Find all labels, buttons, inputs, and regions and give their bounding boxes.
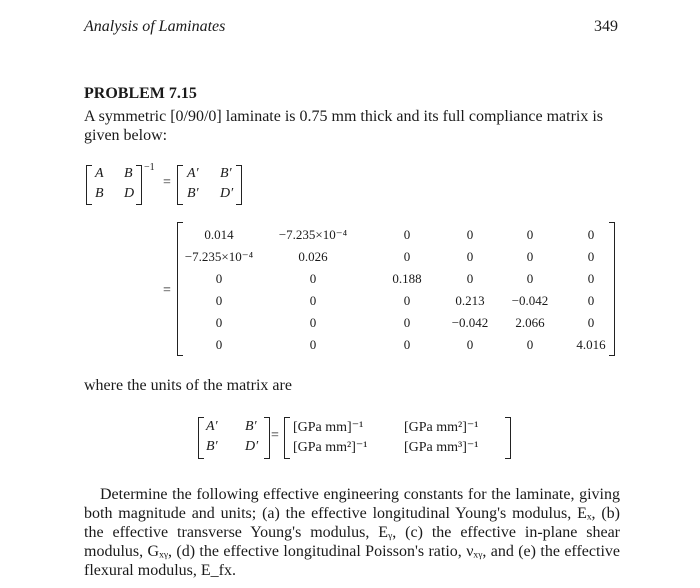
- left-bracket: [177, 165, 183, 205]
- right-bracket: [609, 222, 615, 356]
- left-bracket: [198, 417, 204, 459]
- matrix-entry: 0: [215, 337, 223, 352]
- matrix-entry: 0: [587, 227, 595, 242]
- matrix-symbol: B: [95, 186, 104, 201]
- matrix-entry: −0.042: [451, 315, 489, 330]
- problem-title: PROBLEM 7.15: [84, 85, 197, 102]
- matrix-symbol: A′: [206, 419, 218, 434]
- matrix-entry: 0: [466, 249, 474, 264]
- matrix-entry: 0: [466, 271, 474, 286]
- page-number: 349: [594, 18, 618, 35]
- matrix-symbol: A′: [187, 166, 199, 181]
- equals-sign: =: [271, 428, 279, 443]
- right-bracket: [505, 417, 511, 459]
- matrix-entry: 0.026: [298, 249, 328, 264]
- matrix-symbol: B′: [206, 439, 218, 454]
- unit-entry: [GPa mm]⁻¹: [293, 420, 364, 435]
- matrix-entry: 0.188: [392, 271, 422, 286]
- matrix-symbol: B′: [220, 166, 232, 181]
- equals-sign: =: [163, 283, 171, 298]
- matrix-entry: 0: [526, 249, 534, 264]
- matrix-entry: 0: [403, 249, 411, 264]
- matrix-entry: 0: [403, 337, 411, 352]
- matrix-entry: −7.235×10⁻⁴: [184, 249, 254, 264]
- matrix-entry: 0: [587, 315, 595, 330]
- matrix-entry: 0.213: [455, 293, 485, 308]
- inverse-exponent: −1: [144, 162, 155, 173]
- unit-entry: [GPa mm³]⁻¹: [404, 440, 479, 455]
- matrix-entry: −7.235×10⁻⁴: [278, 227, 348, 242]
- running-head: Analysis of Laminates: [84, 18, 226, 35]
- matrix-symbol: A: [95, 166, 104, 181]
- problem-questions: Determine the following effective engineering constants for the laminate, giving both magnitude and units; (a) the effective longitudinal Young's modulus, Eₓ, (b) the effective transverse Young's modulus, Eᵧ, (c) the effective in-plane shear modulus, Gₓᵧ, (d) the effective longitudinal Poisson's ratio, νₓᵧ, and (e) the effective flexural modulus, E_fx.: [84, 486, 620, 579]
- unit-entry: [GPa mm²]⁻¹: [293, 440, 368, 455]
- matrix-entry: 0.014: [204, 227, 234, 242]
- matrix-entry: 2.066: [515, 315, 545, 330]
- matrix-entry: 0: [403, 227, 411, 242]
- matrix-entry: 0: [587, 293, 595, 308]
- matrix-entry: −0.042: [511, 293, 549, 308]
- matrix-entry: 0: [526, 227, 534, 242]
- matrix-entry: 0: [526, 337, 534, 352]
- matrix-entry: 0: [309, 293, 317, 308]
- matrix-symbol: B: [124, 166, 133, 181]
- matrix-entry: 0: [587, 249, 595, 264]
- matrix-entry: 0: [526, 271, 534, 286]
- matrix-entry: 0: [309, 337, 317, 352]
- matrix-symbol: D: [124, 186, 135, 201]
- equals-sign: =: [163, 175, 171, 190]
- units-text: where the units of the matrix are: [84, 377, 292, 394]
- matrix-symbol: B′: [187, 186, 199, 201]
- matrix-entry: 0: [403, 315, 411, 330]
- left-bracket: [86, 165, 92, 205]
- matrix-entry: 0: [587, 271, 595, 286]
- matrix-symbol: B′: [245, 419, 257, 434]
- right-bracket: [264, 417, 270, 459]
- problem-intro: A symmetric [0/90/0] laminate is 0.75 mm thick and its full compliance matrix is given below:: [84, 108, 604, 144]
- right-bracket: [236, 165, 242, 205]
- matrix-entry: 0: [466, 227, 474, 242]
- matrix-entry: 0: [215, 271, 223, 286]
- matrix-symbol: D′: [245, 439, 259, 454]
- matrix-entry: 0: [215, 315, 223, 330]
- left-bracket: [284, 417, 290, 459]
- matrix-entry: 0: [466, 337, 474, 352]
- matrix-entry: 0: [309, 271, 317, 286]
- matrix-entry: 0: [215, 293, 223, 308]
- right-bracket: [136, 165, 142, 205]
- matrix-symbol: D′: [220, 186, 234, 201]
- matrix-entry: 4.016: [576, 337, 606, 352]
- matrix-entry: 0: [403, 293, 411, 308]
- matrix-entry: 0: [309, 315, 317, 330]
- unit-entry: [GPa mm²]⁻¹: [404, 420, 479, 435]
